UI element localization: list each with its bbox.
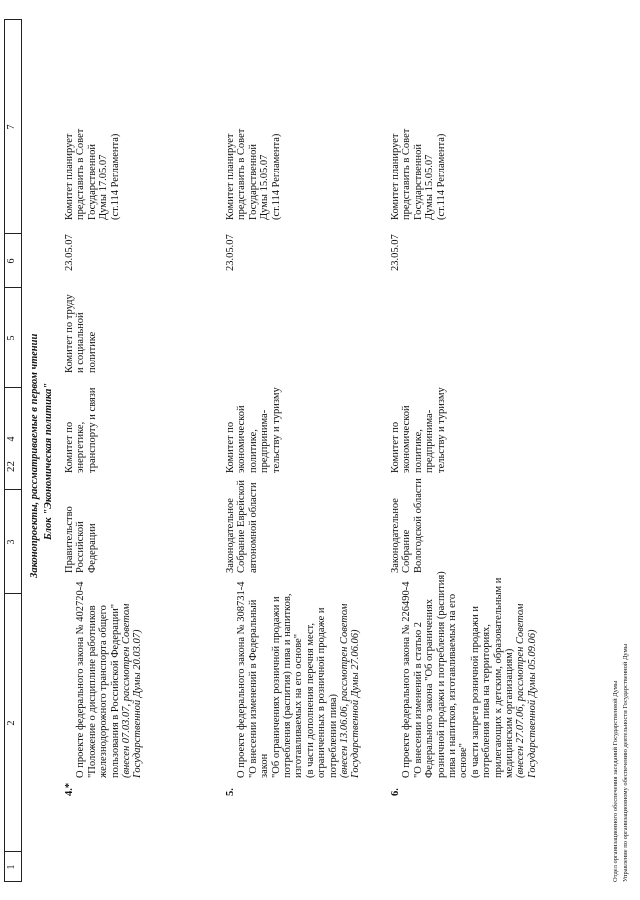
row-number: 5. bbox=[225, 788, 236, 796]
bill-description bbox=[390, 568, 538, 778]
row-number: 4.* bbox=[64, 782, 75, 796]
responsible-committee: Комитет по экономической политике, предпринима- тельству и туризму bbox=[390, 387, 447, 473]
header-divider bbox=[4, 287, 22, 288]
header-divider bbox=[4, 489, 22, 490]
header-divider bbox=[4, 851, 22, 852]
header-divider bbox=[4, 387, 22, 388]
section-caption: Законопроекты, рассматриваемые в первом чтении bbox=[29, 333, 40, 578]
column-number-1: 1 bbox=[6, 864, 17, 870]
date: 23.05.07 bbox=[225, 234, 236, 271]
responsible-committee: Комитет по энергетике, транспорту и связи bbox=[64, 387, 98, 473]
footer-line: Управление по организационному обеспечению деятельности Государственной Думы bbox=[622, 643, 629, 882]
header-divider bbox=[4, 593, 22, 594]
header-divider bbox=[4, 233, 22, 234]
date: 23.05.07 bbox=[390, 234, 401, 271]
bill-note: (внесен 13.06.06, рассмотрен Советом Государственной Думы 27.06.06) bbox=[339, 603, 362, 778]
header-top-rule bbox=[4, 20, 5, 882]
footer-line: Отдел организационного обеспечения заседаний Государственной Думы bbox=[612, 680, 619, 882]
bill-title: О проекте федерального закона № 308731-4 "О внесении изменений в Федеральный закон "Об ограничениях розничной продажи и потребления (распития) пива и напитков, изготавливаемых на его основе" (в части дополнения перечня мест, ограниченных в розничной продаже и потреблении пива) bbox=[236, 581, 339, 778]
page-number: 22 bbox=[5, 461, 17, 472]
column-number-6: 6 bbox=[6, 258, 17, 264]
column-number-7: 7 bbox=[6, 124, 17, 130]
date: 23.05.07 bbox=[64, 234, 75, 271]
initiator: Законодательное Собрание Еврейской автономной области bbox=[225, 479, 259, 573]
header-divider bbox=[4, 881, 22, 882]
bill-title: О проекте федерального закона № 402720-4 "Положение о дисциплине работников железнодорожного транспорта общего пользования в Российской Федерации" bbox=[75, 581, 121, 778]
responsible-committee: Комитет по экономической политике, предпринима- тельству и туризму bbox=[225, 387, 282, 473]
planning-note: Комитет планирует представить в Совет Государственной Думы 17.05.07 (ст.114 Регламента) bbox=[64, 128, 121, 220]
header-divider bbox=[4, 19, 22, 20]
column-number-5: 5 bbox=[6, 335, 17, 341]
column-number-2: 2 bbox=[6, 720, 17, 726]
bill-title: О проекте федерального закона № 226490-4 "О внесении изменений в статью 2 Федерального закона "Об ограничениях розничной продажи и потребления (распития) пива и напитков, изготавливаемых на его основe" (в части запрета розничной продажи и потребления пива на территориях, прилегающих к детским, образовательным и медицинским организациям) bbox=[401, 571, 516, 778]
initiator: Правительство Российской Федерации bbox=[64, 506, 98, 573]
bill-description bbox=[225, 578, 362, 778]
block-title: Блок "Экономическая политика" bbox=[43, 382, 54, 540]
column-number-3: 3 bbox=[6, 539, 17, 545]
bill-description bbox=[64, 578, 144, 778]
initiator: Законодательное Собрание Вологодской области bbox=[390, 478, 424, 573]
planning-note: Комитет планирует представить в Совет Государственной Думы 15.05.07 (ст.114 Регламента) bbox=[390, 128, 447, 220]
header-bottom-rule bbox=[21, 20, 22, 882]
co-committee: Комитет по труду и социальной политике bbox=[64, 294, 98, 373]
row-number: 6. bbox=[390, 788, 401, 796]
bill-note: (внесен 27.07.06, рассмотрен Советом Государственной Думы 05.09.06) bbox=[515, 603, 538, 778]
planning-note: Комитет планирует представить в Совет Государственной Думы 15.05.07 (ст.114 Регламента) bbox=[225, 128, 282, 220]
bill-note: (внесен 07.03.07, рассмотрен Советом Государственной Думы 20.03.07) bbox=[121, 603, 144, 778]
column-number-4: 4 bbox=[6, 436, 17, 442]
